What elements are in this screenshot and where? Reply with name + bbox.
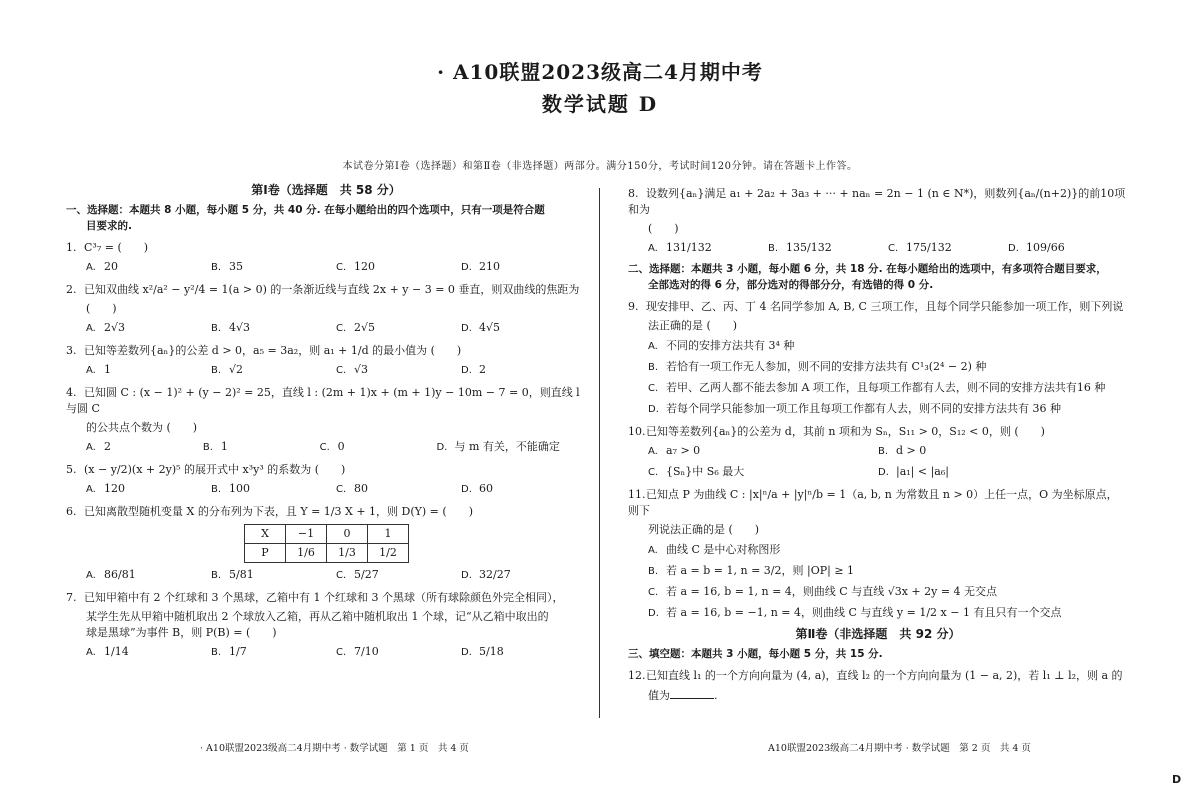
- question-5: 5. (x − y/2)(x + 2y)⁵ 的展开式中 x³y³ 的系数为 ( ): [66, 463, 346, 476]
- exam-title: · A10联盟2023级高二4月期中考: [437, 60, 763, 84]
- question-9-options: [648, 338, 1128, 418]
- page-footer-1: · A10联盟2023级高二4月期中考 · 数学试题 第 1 页 共 4 页: [200, 743, 469, 754]
- question-10-options-row2: [648, 464, 1128, 481]
- table-cell: 1/6: [286, 544, 327, 563]
- page-footer-2: A10联盟2023级高二4月期中考 · 数学试题 第 2 页 共 4 页: [768, 743, 1031, 754]
- option-a: A. 曲线 C 是中心对称图形: [648, 543, 781, 556]
- question-text: 已知圆 C : (x − 1)² + (y − 2)² = 25，直线 l : (2m + 1)x + (m + 1)y − 10m − 7 = 0，则直线 l 与圆 C: [66, 386, 580, 415]
- option-a: A. 120: [86, 482, 125, 495]
- question-text-cont: 球是黑球”为事件 B，则 P(B) = ( ): [86, 626, 277, 639]
- answer-blank: [670, 687, 714, 699]
- question-5-options: [86, 481, 586, 498]
- option-d: D. 210: [461, 260, 500, 273]
- exam-instructions: 本试卷分第Ⅰ卷（选择题）和第Ⅱ卷（非选择题）两部分。满分150分，考试时间120分钟。请在答题卡上作答。: [342, 161, 858, 172]
- option-b: B. 1: [202, 440, 228, 453]
- option-a: A. a₇ > 0: [648, 444, 701, 457]
- table-cell: X: [245, 525, 286, 544]
- question-text: 已知直线 l₁ 的一个方向向量为 (4, a)，直线 l₂ 的一个方向向量为 (1 − a, 2)，若 l₁ ⊥ l₂，则 a 的: [646, 669, 1123, 682]
- option-b: B. d > 0: [878, 444, 927, 457]
- option-d: D. 若 a = 16, b = −1, n = 4，则曲线 C 与直线 y = 1/2 x − 1 有且只有一个交点: [648, 606, 1062, 619]
- option-d: D. 109/66: [1008, 241, 1065, 254]
- question-text: 已知离散型随机变量 X 的分布列为下表，且 Y = 1/3 X + 1，则 D(Y) = ( ): [84, 505, 473, 518]
- table-cell: P: [245, 544, 286, 563]
- option-c: C. 若 a = 16, b = 1, n = 4，则曲线 C 与直线 √3x + 2y = 4 无交点: [648, 585, 998, 598]
- question-3: 3. 已知等差数列{aₙ}的公差 d > 0，a₅ = 3a₂，则 a₁ + 1/d 的最小值为 ( ): [66, 344, 462, 357]
- answer-paren: ( ): [648, 222, 679, 235]
- question-9: 9. 现安排甲、乙、丙、丁 4 名同学参加 A, B, C 三项工作，且每个同学只能参加一项工作，则下列说: [628, 300, 1124, 313]
- option-b: B. 135/132: [768, 241, 832, 254]
- option-d: D. 32/27: [461, 568, 511, 581]
- part-2-instructions: 二、选择题：本题共 3 小题，每小题 6 分，共 18 分. 在每小题给出的选项中，有多项符合题目要求， 全部选对的得 6 分，部分选对的得部分分，有选错的得 0 分.: [628, 263, 1107, 291]
- right-column: [628, 186, 1128, 704]
- answer-paren: ( ): [86, 302, 117, 315]
- column-divider: [599, 188, 600, 718]
- question-text: 已知等差数列{aₙ}的公差 d > 0，a₅ = 3a₂，则 a₁ + 1/d 的最小值为 ( ): [84, 344, 462, 357]
- question-text: (x − y/2)(x + 2y)⁵ 的展开式中 x³y³ 的系数为 ( ): [84, 463, 346, 476]
- question-11-options: [648, 542, 1128, 622]
- option-b: B. √2: [211, 363, 244, 376]
- table-cell: 0: [327, 525, 368, 544]
- question-text-cont: 的公共点个数为 ( ): [86, 421, 198, 434]
- exam-subtitle: 数学试题 D: [541, 92, 659, 116]
- option-d: D. 与 m 有关，不能确定: [436, 440, 560, 453]
- option-a: A. 1/14: [86, 645, 129, 658]
- question-text: 已知甲箱中有 2 个红球和 3 个黑球，乙箱中有 1 个红球和 3 个黑球（所有球除颜色外完全相同），: [84, 591, 564, 604]
- option-c: C. 175/132: [888, 241, 952, 254]
- part-1-instructions: 一、选择题：本题共 8 小题，每小题 5 分，共 40 分. 在每小题给出的四个选项中，只有一项是符合题 目要求的.: [66, 204, 545, 232]
- option-d: D. 若每个同学只能参加一项工作且每项工作都有人去，则不同的安排方法共有 36 种: [648, 402, 1061, 415]
- question-2-options: [86, 320, 586, 337]
- question-text-cont: 列说法正确的是 ( ): [648, 523, 760, 536]
- question-2: 2. 已知双曲线 x²/a² − y²/4 = 1(a > 0) 的一条渐近线与直线 2x + y − 3 = 0 垂直，则双曲线的焦距为: [66, 283, 580, 296]
- option-b: B. 100: [211, 482, 250, 495]
- question-1: 1. C³₇ = ( ): [66, 241, 149, 254]
- table-row: [245, 525, 409, 544]
- option-a: A. 131/132: [648, 241, 712, 254]
- option-c: C. 120: [336, 260, 375, 273]
- question-text: 已知点 P 为曲线 C : |x|ⁿ/a + |y|ⁿ/b = 1（a, b, n 为常数且 n > 0）上任一点，O 为坐标原点，则下: [628, 488, 1118, 517]
- option-b: B. 4√3: [211, 321, 251, 334]
- table-cell: 1/3: [327, 544, 368, 563]
- table-row: [245, 544, 409, 563]
- question-text-cont: 法正确的是 ( ): [648, 319, 738, 332]
- option-a: A. 86/81: [86, 568, 136, 581]
- option-d: D. 5/18: [461, 645, 504, 658]
- option-c: C. 5/27: [336, 568, 379, 581]
- option-d: D. 60: [461, 482, 493, 495]
- option-b: B. 若 a = b = 1, n = 3/2，则 |OP| ≥ 1: [648, 564, 855, 577]
- section-2-title: 第Ⅱ卷（非选择题 共 92 分）: [795, 627, 961, 641]
- distribution-table: [244, 524, 409, 563]
- question-8-options: [648, 240, 1128, 257]
- left-column: [66, 180, 586, 665]
- option-c: C. 80: [336, 482, 368, 495]
- option-c: C. {Sₙ}中 S₆ 最大: [648, 465, 745, 478]
- question-text: 设数列{aₙ}满足 a₁ + 2a₂ + 3a₃ + ··· + naₙ = 2n − 1 (n ∈ N*)，则数列{aₙ/(n+2)}的前10项和为: [628, 187, 1126, 216]
- question-text: 已知等差数列{aₙ}的公差为 d，其前 n 项和为 Sₙ，S₁₁ > 0，S₁₂ < 0，则 ( ): [646, 425, 1045, 438]
- option-b: B. 1/7: [211, 645, 247, 658]
- option-a: A. 2: [86, 440, 111, 453]
- option-c: C. 7/10: [336, 645, 379, 658]
- question-6: 6. 已知离散型随机变量 X 的分布列为下表，且 Y = 1/3 X + 1，则 D(Y) = ( ): [66, 505, 473, 518]
- part-3-instructions: 三、填空题：本题共 3 小题，每小题 5 分，共 15 分.: [628, 648, 883, 660]
- option-d: D. 2: [461, 363, 486, 376]
- question-text: C³₇ = ( ): [84, 241, 149, 254]
- option-d: D. 4√5: [461, 321, 501, 334]
- option-c: C. 2√5: [336, 321, 376, 334]
- question-text: 已知双曲线 x²/a² − y²/4 = 1(a > 0) 的一条渐近线与直线 2x + y − 3 = 0 垂直，则双曲线的焦距为: [84, 283, 580, 296]
- corner-mark: D: [1172, 773, 1182, 786]
- table-cell: 1/2: [368, 544, 409, 563]
- question-11: 11.已知点 P 为曲线 C : |x|ⁿ/a + |y|ⁿ/b = 1（a, b, n 为常数且 n > 0）上任一点，O 为坐标原点，则下: [628, 488, 1118, 517]
- question-text: 现安排甲、乙、丙、丁 4 名同学参加 A, B, C 三项工作，且每个同学只能参加一项工作，则下列说: [646, 300, 1124, 313]
- option-a: A. 不同的安排方法共有 3⁴ 种: [648, 339, 795, 352]
- question-4-options: [86, 439, 586, 456]
- option-d: D. |a₁| < |a₆|: [878, 465, 949, 478]
- option-c: C. 若甲、乙两人都不能去参加 A 项工作，且每项工作都有人去，则不同的安排方法共有16 种: [648, 381, 1106, 394]
- question-8: 8. 设数列{aₙ}满足 a₁ + 2a₂ + 3a₃ + ··· + naₙ = 2n − 1 (n ∈ N*)，则数列{aₙ/(n+2)}的前10项和为: [628, 187, 1126, 216]
- option-a: A. 2√3: [86, 321, 126, 334]
- section-1-title: 第Ⅰ卷（选择题 共 58 分）: [251, 183, 401, 197]
- option-b: B. 5/81: [211, 568, 254, 581]
- question-6-options: [86, 567, 586, 584]
- question-10: 10.已知等差数列{aₙ}的公差为 d，其前 n 项和为 Sₙ，S₁₁ > 0，S₁₂ < 0，则 ( ): [628, 425, 1045, 438]
- option-a: A. 1: [86, 363, 111, 376]
- question-12: 12.已知直线 l₁ 的一个方向向量为 (4, a)，直线 l₂ 的一个方向向量为 (1 − a, 2)，若 l₁ ⊥ l₂，则 a 的: [628, 669, 1123, 682]
- option-b: B. 35: [211, 260, 243, 273]
- table-cell: −1: [286, 525, 327, 544]
- option-a: A. 20: [86, 260, 118, 273]
- question-10-options-row1: [648, 443, 1128, 460]
- question-text-cont: 某学生先从甲箱中随机取出 2 个球放入乙箱，再从乙箱中随机取出 1 个球，记“从乙箱中取出的: [86, 610, 549, 623]
- question-7-options: [86, 644, 586, 661]
- table-cell: 1: [368, 525, 409, 544]
- question-3-options: [86, 362, 586, 379]
- question-4: 4. 已知圆 C : (x − 1)² + (y − 2)² = 25，直线 l : (2m + 1)x + (m + 1)y − 10m − 7 = 0，则直线 l 与圆 C: [66, 386, 580, 415]
- option-c: C. √3: [336, 363, 369, 376]
- option-b: B. 若恰有一项工作无人参加，则不同的安排方法共有 C¹₃(2⁴ − 2) 种: [648, 360, 987, 373]
- question-1-options: [86, 259, 586, 276]
- option-c: C. 0: [319, 440, 345, 453]
- question-7: 7. 已知甲箱中有 2 个红球和 3 个黑球，乙箱中有 1 个红球和 3 个黑球（所有球除颜色外完全相同），: [66, 591, 564, 604]
- question-text-cont: 值为 .: [648, 689, 718, 702]
